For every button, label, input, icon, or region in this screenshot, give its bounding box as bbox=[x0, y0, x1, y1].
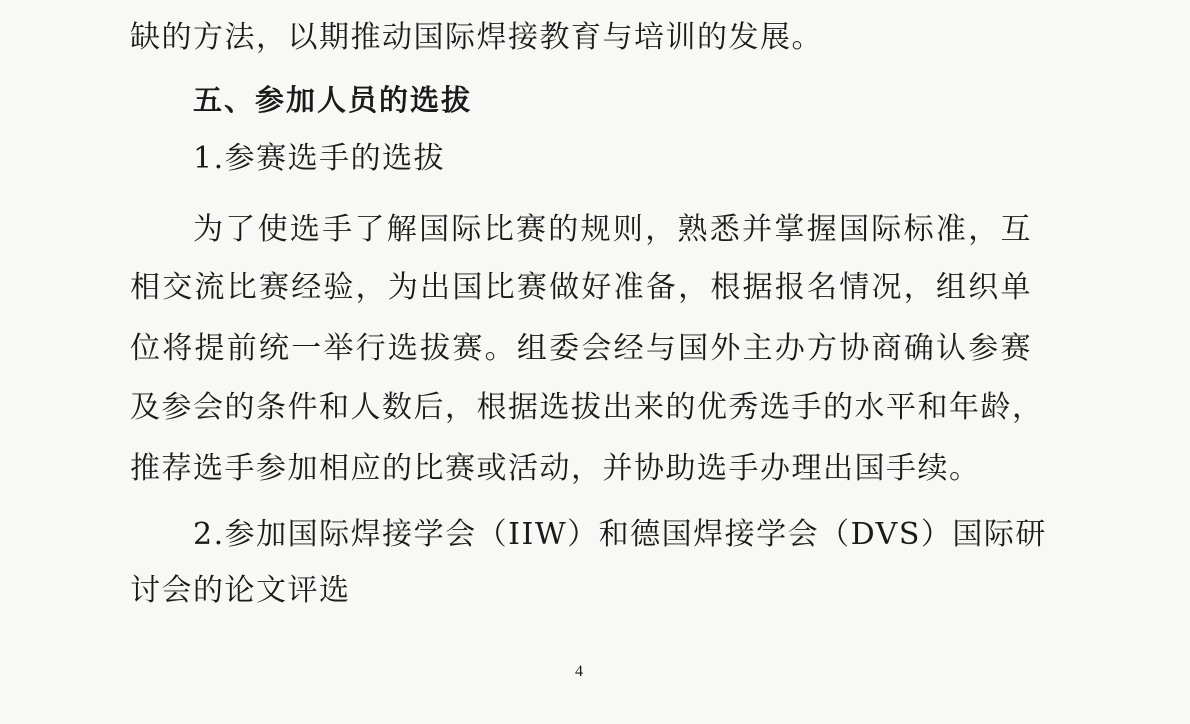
subsection-heading-2: 2.参加国际焊接学会（IIW）和德国焊接学会（DVS）国际研 bbox=[193, 517, 1047, 552]
page-number: 4 bbox=[575, 663, 583, 680]
subsection-heading-1: 1.参赛选手的选拔 bbox=[193, 141, 446, 176]
paragraph-line-5: 及参会的条件和人数后，根据选拔出来的优秀选手的水平和年龄， bbox=[130, 390, 1044, 425]
subsection-heading-2-continued: 讨会的论文评选 bbox=[130, 573, 351, 608]
paragraph-line-1: 缺的方法，以期推动国际焊接教育与培训的发展。 bbox=[130, 20, 823, 55]
paragraph-line-2: 为了使选手了解国际比赛的规则，熟悉并掌握国际标准，互 bbox=[193, 212, 1032, 247]
paragraph-line-6: 推荐选手参加相应的比赛或活动，并协助选手办理出国手续。 bbox=[130, 451, 981, 486]
section-heading: 五、参加人员的选拔 bbox=[193, 83, 473, 117]
paragraph-line-4: 位将提前统一举行选拔赛。组委会经与国外主办方协商确认参赛 bbox=[130, 331, 1032, 366]
paragraph-line-3: 相交流比赛经验，为出国比赛做好准备，根据报名情况，组织单 bbox=[130, 270, 1032, 305]
